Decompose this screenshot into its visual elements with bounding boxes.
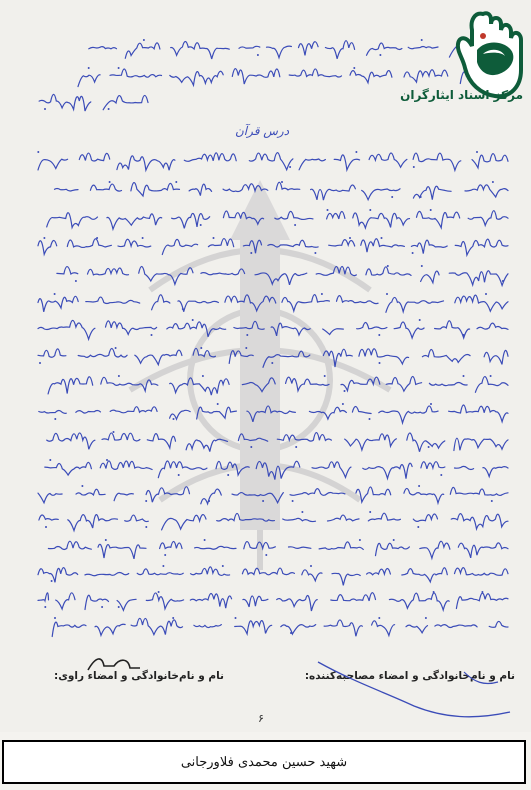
interviewer-signature-label: نام و نام‌خانوادگی و امضاء مصاحبه‌کننده: xyxy=(304,670,515,682)
handwritten-line xyxy=(38,237,508,255)
caption-text: شهید حسین محمدی فلاورجانی xyxy=(180,754,348,770)
handwritten-line xyxy=(57,265,508,285)
handwritten-line xyxy=(39,511,508,531)
handwritten-line xyxy=(52,617,508,637)
interviewer-signature-scribble xyxy=(314,652,514,724)
signature-labels xyxy=(14,660,519,690)
handwritten-line xyxy=(38,319,508,339)
signature-scribble xyxy=(84,652,144,676)
handwritten-line xyxy=(38,565,508,585)
handwritten-line xyxy=(48,375,508,395)
handwritten-line xyxy=(38,293,508,312)
handwritten-line xyxy=(38,591,508,611)
handwritten-line xyxy=(37,151,508,170)
heading-text: درس قرآن xyxy=(234,124,290,138)
handwritten-line xyxy=(38,347,508,367)
logo-text: مرکز اسناد ایثارگران xyxy=(400,88,523,102)
handwritten-line xyxy=(38,485,508,504)
handwritten-line xyxy=(47,431,508,452)
narrator-signature-label: نام و نام‌خانوادگی و امضاء راوی: xyxy=(54,670,224,682)
handwritten-line xyxy=(55,181,509,200)
page-number: ۶ xyxy=(258,712,264,725)
handwritten-line xyxy=(39,94,148,111)
handwritten-line xyxy=(47,209,508,229)
caption-box xyxy=(2,740,526,784)
handwritten-heading xyxy=(222,118,302,142)
handwritten-line xyxy=(39,403,508,423)
handwritten-line xyxy=(48,539,508,559)
handwritten-line xyxy=(45,459,508,480)
